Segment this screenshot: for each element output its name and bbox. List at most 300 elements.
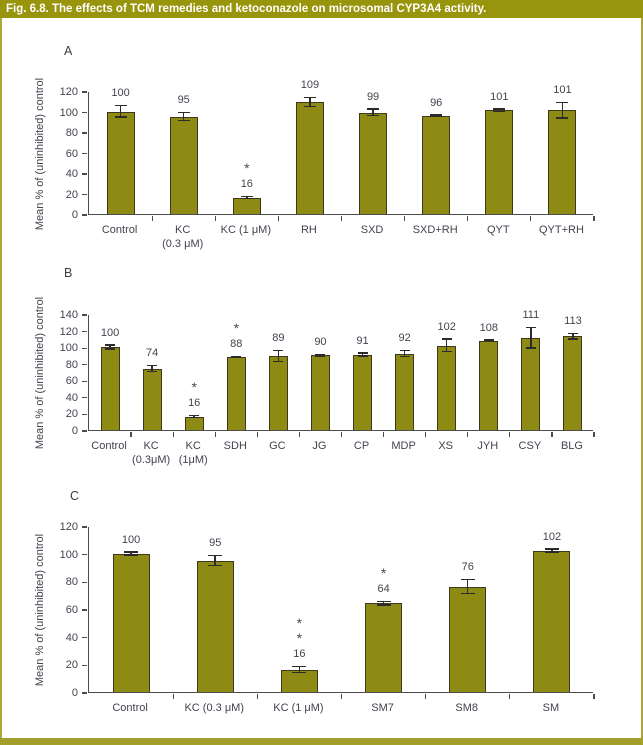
bar	[269, 356, 288, 430]
x-category-label	[88, 701, 172, 715]
chart-panel-b	[0, 18, 643, 738]
bar-slot	[215, 92, 278, 214]
error-bar-cap-top	[358, 352, 368, 354]
error-bar-cap-top	[147, 365, 157, 367]
x-tick-mark	[257, 432, 258, 437]
x-tick-mark	[509, 432, 510, 437]
bar-slot	[89, 87, 152, 214]
y-tick-mark	[82, 637, 87, 638]
value-label: 111	[522, 309, 540, 322]
error-bar	[551, 549, 553, 553]
x-category-label-line: QYT+RH	[538, 224, 584, 236]
error-bar-cap-bottom	[442, 351, 452, 353]
x-tick-mark	[341, 432, 342, 437]
value-label: 108	[479, 321, 498, 334]
x-tick-mark	[425, 432, 426, 437]
x-tick-mark	[173, 694, 174, 699]
error-bar-cap-bottom	[124, 554, 138, 556]
y-tick-mark	[82, 214, 87, 215]
error-bar-cap-bottom	[400, 356, 410, 358]
bar	[227, 357, 246, 430]
error-bar-cap-top	[568, 333, 578, 335]
x-tick-mark	[152, 216, 153, 221]
error-bar	[372, 109, 374, 116]
x-category-label-line: (1μM)	[178, 454, 208, 466]
y-tick-label: 80	[65, 576, 78, 589]
error-bar	[530, 327, 532, 349]
error-bar	[488, 340, 490, 342]
y-tick-label: 120	[59, 86, 78, 98]
error-bar-cap-bottom	[178, 120, 190, 122]
x-tick-mark	[593, 432, 594, 437]
y-tick-mark	[82, 112, 87, 113]
error-bar-cap-top	[304, 97, 316, 99]
bar	[359, 113, 387, 214]
bar-slot	[278, 79, 341, 214]
error-bar-cap-bottom	[208, 565, 222, 567]
x-category-label-line: (0.3 μM)	[162, 238, 204, 250]
x-category-label-line: KC	[143, 440, 159, 452]
x-tick-mark	[509, 694, 510, 699]
error-bar	[299, 666, 301, 673]
bar	[353, 355, 372, 430]
bar	[449, 587, 486, 692]
error-bar-cap-top	[442, 338, 452, 340]
bar-slot	[342, 527, 426, 692]
x-category-label-line: RH	[300, 224, 317, 236]
y-tick-label: 100	[59, 548, 78, 561]
y-tick-mark	[82, 381, 87, 382]
value-label: 99	[366, 90, 380, 103]
x-category-label-line: KC	[175, 224, 191, 236]
y-tick-label: 120	[59, 325, 78, 338]
value-label: 91	[356, 334, 369, 347]
y-tick-label: 60	[65, 604, 78, 616]
x-tick-mark	[383, 432, 384, 437]
bar-slot	[173, 527, 257, 692]
bar	[281, 670, 318, 692]
x-category-label	[509, 439, 551, 453]
x-category-label-line: SM	[542, 702, 560, 714]
x-category-label	[130, 439, 172, 467]
x-tick-mark	[404, 216, 405, 221]
error-bar-cap-top	[273, 350, 283, 352]
error-bar-cap-bottom	[367, 115, 379, 117]
error-bar	[572, 333, 574, 340]
error-bar-cap-bottom	[189, 417, 199, 419]
value-label: 95	[177, 94, 190, 107]
error-bar	[467, 579, 469, 594]
x-category-label-line: KC (0.3 μM)	[184, 702, 244, 714]
x-category-label-line: SXD	[360, 224, 384, 236]
y-tick-mark	[82, 526, 87, 527]
x-tick-mark	[467, 216, 468, 221]
value-label: 64	[377, 583, 390, 596]
error-bar-cap-top	[461, 579, 475, 581]
x-category-label-line: SXD+RH	[412, 224, 458, 236]
value-label: 89	[272, 332, 285, 345]
y-axis-title: Mean % of (uninhibited) control	[34, 296, 46, 450]
x-category-label	[530, 223, 593, 237]
x-category-label-line: SDH	[223, 440, 247, 452]
bar-slot	[384, 315, 426, 430]
value-label: 90	[314, 336, 327, 349]
bar	[365, 603, 402, 692]
value-label: 92	[398, 332, 411, 345]
x-category-label	[88, 223, 151, 237]
x-tick-mark	[551, 432, 552, 437]
error-bar-cap-top	[241, 196, 253, 198]
x-tick-mark	[341, 216, 342, 221]
bar-slot	[152, 92, 215, 214]
bar	[296, 102, 324, 214]
y-tick-mark	[82, 430, 87, 431]
x-category-label	[88, 439, 130, 453]
value-label: 100	[111, 87, 130, 100]
error-bar-cap-bottom	[273, 361, 283, 363]
y-tick-mark	[82, 554, 87, 555]
x-category-label-line: Control	[112, 702, 148, 714]
value-label: 102	[542, 530, 562, 543]
error-bar-cap-bottom	[545, 551, 559, 553]
y-tick-mark	[82, 609, 87, 610]
y-tick-label: 100	[59, 106, 78, 119]
y-axis-title: Mean % of (uninhibited) control	[34, 77, 46, 230]
error-bar	[362, 353, 364, 357]
bar-slot	[173, 315, 215, 430]
bar	[533, 551, 570, 692]
error-bar-cap-bottom	[315, 355, 325, 357]
bar	[422, 116, 450, 214]
value-label: 113	[564, 315, 582, 328]
bar	[311, 355, 330, 430]
bar	[107, 112, 135, 215]
bar-slot	[89, 315, 131, 430]
error-bar	[193, 415, 195, 418]
x-category-label	[256, 701, 340, 715]
x-category-label-line: (0.3μM)	[132, 454, 171, 466]
error-bar-cap-top	[526, 327, 536, 329]
y-tick-label: 80	[65, 127, 78, 139]
y-tick-mark	[82, 364, 87, 365]
value-label: 16	[188, 397, 201, 410]
error-bar-cap-bottom	[358, 355, 368, 357]
bar-slot	[405, 92, 468, 214]
x-tick-mark	[278, 216, 279, 221]
error-bar-cap-bottom	[147, 371, 157, 373]
y-tick-mark	[82, 132, 87, 133]
x-tick-mark	[130, 432, 131, 437]
y-tick-label: 40	[65, 631, 78, 644]
figure-title: Fig. 6.8. The effects of TCM remedies and ketoconazole on microsomal CYP3A4 activity.	[6, 3, 487, 15]
y-tick-mark	[82, 414, 87, 415]
error-bar	[246, 196, 248, 199]
error-bar-cap-bottom	[241, 198, 253, 200]
x-tick-mark	[215, 432, 216, 437]
y-tick-mark	[82, 153, 87, 154]
x-category-label	[341, 439, 383, 453]
error-bar	[214, 555, 216, 566]
y-tick-label: 140	[59, 309, 78, 321]
significance-marker: *	[380, 565, 387, 582]
y-tick-label: 100	[59, 342, 78, 355]
bar	[563, 336, 582, 430]
x-category-label	[341, 223, 404, 237]
x-category-label-line: MDP	[391, 440, 416, 452]
value-label: 102	[437, 320, 456, 333]
value-label: 109	[300, 79, 320, 92]
error-bar-cap-bottom	[568, 338, 578, 340]
y-tick-mark	[82, 348, 87, 349]
x-category-label	[467, 223, 530, 237]
error-bar-cap-top	[178, 112, 190, 114]
error-bar	[562, 102, 564, 118]
x-category-label	[172, 701, 256, 715]
error-bar-cap-bottom	[461, 593, 475, 595]
error-bar-cap-bottom	[377, 604, 391, 606]
x-category-label	[256, 439, 298, 453]
x-category-label-line: CSY	[518, 440, 542, 452]
error-bar-cap-top	[430, 114, 442, 116]
bar	[233, 198, 261, 214]
chart-panel-a	[0, 18, 643, 738]
x-category-label-line: Control	[91, 440, 127, 452]
value-label: 101	[490, 90, 509, 103]
bar	[101, 347, 120, 430]
value-label: 16	[240, 178, 253, 191]
error-bar-cap-bottom	[304, 106, 316, 108]
y-tick-label: 20	[65, 659, 78, 672]
x-category-label-line: KC (1 μM)	[273, 702, 324, 714]
error-bar-cap-top	[292, 666, 306, 668]
error-bar-cap-top	[545, 548, 559, 550]
x-category-label-line: SM8	[455, 702, 479, 714]
y-tick-mark	[82, 582, 87, 583]
x-category-label	[425, 701, 509, 715]
figure-caption-bar	[0, 0, 643, 18]
bar-slot	[89, 527, 173, 692]
error-bar-cap-top	[556, 102, 568, 104]
significance-marker: *	[233, 320, 240, 337]
x-category-label-line: GC	[269, 440, 286, 452]
plot-area	[88, 309, 593, 431]
error-bar-cap-bottom	[430, 115, 442, 117]
x-category-label	[277, 223, 340, 237]
y-tick-label: 60	[65, 375, 78, 388]
error-bar-cap-bottom	[115, 116, 127, 118]
error-bar-cap-bottom	[484, 340, 494, 342]
bar	[521, 338, 540, 430]
error-bar-cap-bottom	[526, 347, 536, 349]
bar-slot	[426, 315, 468, 430]
error-bar	[383, 601, 385, 605]
bar	[113, 554, 150, 692]
bar	[170, 117, 198, 214]
bar	[479, 341, 498, 430]
error-bar	[130, 552, 132, 556]
error-bar-cap-bottom	[493, 111, 505, 113]
error-bar	[109, 345, 111, 350]
y-tick-mark	[82, 173, 87, 174]
x-category-label-line: QYT	[487, 224, 510, 236]
error-bar-cap-top	[484, 339, 494, 341]
y-tick-mark	[82, 665, 87, 666]
significance-marker: *	[296, 630, 303, 647]
error-bar-cap-top	[493, 108, 505, 110]
bar-slot	[510, 527, 594, 692]
value-label: 100	[100, 326, 120, 339]
bar	[548, 110, 576, 214]
significance-marker: *	[296, 615, 303, 632]
value-label: 100	[121, 533, 141, 546]
y-axis-title: Mean % of (uninhibited) control	[34, 533, 46, 687]
bar-slot	[131, 315, 173, 430]
x-tick-mark	[467, 432, 468, 437]
error-bar-cap-top	[377, 601, 391, 603]
plot-area	[88, 79, 593, 215]
bar-slot	[531, 84, 594, 214]
error-bar-cap-top	[124, 551, 138, 553]
error-bar-cap-top	[367, 108, 379, 110]
x-category-label	[467, 439, 509, 453]
x-tick-mark	[593, 216, 594, 221]
x-tick-mark	[299, 432, 300, 437]
bar-slot	[215, 315, 257, 430]
y-tick-label: 0	[71, 687, 78, 699]
x-category-label-line: SM7	[371, 702, 394, 714]
y-tick-mark	[82, 331, 87, 332]
bar	[485, 110, 513, 214]
x-tick-mark	[341, 694, 342, 699]
x-category-label	[214, 223, 277, 237]
value-label: 74	[145, 347, 159, 360]
panel-letter: B	[64, 266, 73, 280]
x-category-label	[151, 223, 214, 251]
x-category-label	[172, 439, 214, 467]
bar	[437, 346, 456, 431]
bar-slot	[468, 92, 531, 214]
x-category-label	[214, 439, 256, 453]
panel-letter: C	[70, 489, 80, 503]
x-category-label	[425, 439, 467, 453]
value-label: 16	[293, 648, 306, 661]
x-category-label	[509, 701, 593, 715]
bar-slot	[552, 315, 594, 430]
x-category-label	[404, 223, 467, 237]
x-tick-mark	[215, 216, 216, 221]
error-bar-cap-top	[189, 415, 199, 417]
bar	[395, 354, 414, 430]
x-category-label-line: JYH	[477, 440, 499, 452]
x-category-label	[298, 439, 340, 453]
error-bar	[183, 112, 185, 121]
error-bar-cap-top	[115, 105, 127, 107]
bar-slot	[426, 527, 510, 692]
bar-slot	[342, 315, 384, 430]
x-category-label-line: KC (1 μM)	[220, 224, 271, 236]
y-tick-label: 40	[65, 168, 78, 180]
error-bar	[120, 105, 122, 117]
value-label: 76	[461, 561, 474, 574]
error-bar	[435, 115, 437, 117]
y-tick-label: 0	[71, 209, 78, 221]
bar	[197, 561, 234, 692]
error-bar	[309, 97, 311, 107]
bar	[185, 417, 204, 430]
y-tick-mark	[82, 397, 87, 398]
x-tick-mark	[593, 694, 594, 699]
error-bar-cap-top	[315, 354, 325, 356]
y-tick-mark	[82, 194, 87, 195]
bar-slot	[299, 315, 341, 430]
x-tick-mark	[173, 432, 174, 437]
x-tick-mark	[530, 216, 531, 221]
value-label: 96	[430, 96, 443, 109]
error-bar-cap-bottom	[556, 117, 568, 119]
bar-slot	[510, 309, 552, 430]
y-tick-label: 0	[71, 425, 78, 437]
x-category-label	[383, 439, 425, 453]
error-bar-cap-bottom	[231, 356, 241, 358]
x-tick-mark	[425, 694, 426, 699]
figure-body	[0, 18, 643, 738]
error-bar	[404, 350, 406, 357]
x-category-label	[551, 439, 593, 453]
y-tick-mark	[82, 91, 87, 92]
plot-area	[88, 527, 593, 693]
significance-marker: *	[244, 160, 250, 177]
y-tick-mark	[82, 314, 87, 315]
value-label: 101	[553, 84, 572, 97]
error-bar	[236, 356, 238, 358]
significance-marker: *	[191, 379, 197, 396]
error-bar	[278, 350, 280, 362]
panel-letter: A	[64, 44, 73, 58]
x-category-label-line: KC	[185, 440, 201, 452]
error-bar	[151, 365, 153, 372]
y-tick-label: 120	[59, 521, 78, 533]
x-category-label-line: JG	[312, 440, 327, 452]
error-bar-cap-bottom	[292, 672, 306, 674]
value-label: 88	[230, 338, 243, 351]
x-category-label-line: CP	[353, 440, 370, 452]
error-bar-cap-top	[208, 555, 222, 557]
y-tick-label: 80	[65, 358, 78, 371]
value-label: 95	[209, 537, 222, 550]
x-category-label	[341, 701, 425, 715]
error-bar-cap-top	[231, 356, 241, 358]
error-bar-cap-bottom	[105, 348, 115, 350]
x-category-label-line: XS	[438, 440, 454, 452]
y-tick-mark	[82, 692, 87, 693]
figure-bottom-border	[0, 738, 643, 745]
error-bar	[446, 339, 448, 352]
chart-panel-c	[0, 18, 643, 738]
bar-slot	[342, 92, 405, 214]
error-bar-cap-top	[400, 350, 410, 352]
y-tick-label: 20	[65, 408, 78, 421]
x-tick-mark	[257, 694, 258, 699]
bar-slot	[468, 315, 510, 430]
x-category-label-line: BLG	[560, 440, 583, 452]
y-tick-label: 20	[65, 188, 78, 201]
error-bar	[499, 109, 501, 112]
bar-slot	[257, 527, 341, 692]
error-bar	[320, 354, 322, 356]
bar-slot	[257, 315, 299, 430]
y-tick-label: 40	[65, 391, 78, 404]
x-category-label-line: Control	[101, 224, 138, 236]
